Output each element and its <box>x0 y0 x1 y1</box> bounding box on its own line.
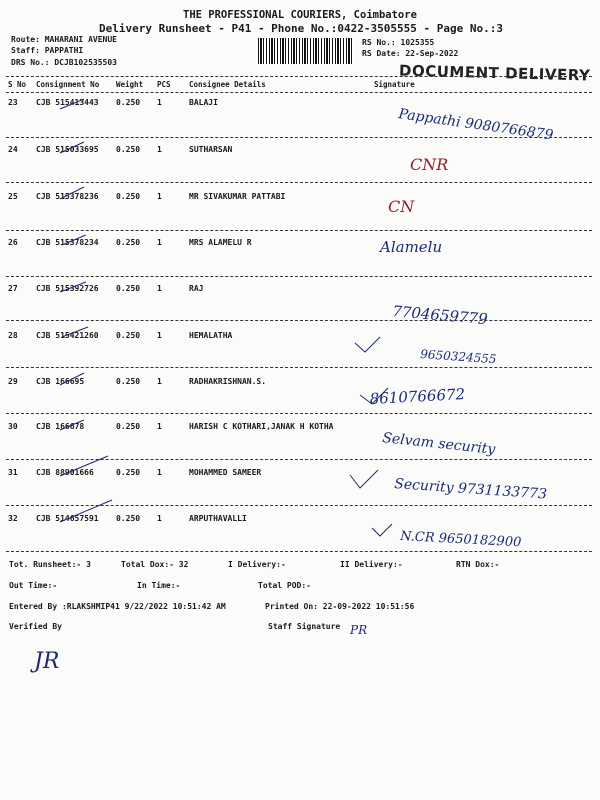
divider <box>6 92 592 93</box>
row-consignment: CJB 515413443 <box>36 98 99 107</box>
table-row <box>6 422 592 468</box>
row-consignee: MOHAMMED SAMEER <box>189 468 262 477</box>
row-weight: 0.250 <box>116 422 141 431</box>
divider <box>6 505 592 506</box>
table-row <box>6 284 592 330</box>
sig-row-24: CNR <box>410 155 449 174</box>
staff-label: Staff: PAPPATHI <box>11 46 84 55</box>
row-pcs: 1 <box>157 468 162 477</box>
sig-row-32: N.CR 9650182900 <box>399 529 522 551</box>
table-row <box>6 514 592 560</box>
table-header <box>6 80 592 92</box>
rtn-dox: RTN Dox:- <box>456 560 500 569</box>
col-consignee: Consignee Details <box>189 80 266 89</box>
row-consignee: HEMALATHA <box>189 331 233 340</box>
document-delivery-stamp: DOCUMENT DELIVERY <box>398 61 591 85</box>
sig-row-29: 8610766672 <box>369 385 466 408</box>
row-consignee: MRS ALAMELU R <box>189 238 252 247</box>
row-weight: 0.250 <box>116 468 141 477</box>
row-pcs: 1 <box>157 377 162 386</box>
sig-row-27: 7704659779 <box>391 302 489 329</box>
divider <box>6 182 592 183</box>
row-consignee: ARPUTHAVALLI <box>189 514 247 523</box>
sig-row-25: CN <box>388 197 415 216</box>
sig-row-26: Alamelu <box>380 238 443 256</box>
row-pcs: 1 <box>157 514 162 523</box>
rs-number: RS No.: 1025355 <box>362 38 435 47</box>
row-consignee: RAJ <box>189 284 204 293</box>
row-weight: 0.250 <box>116 331 141 340</box>
row-sno: 27 <box>8 284 18 293</box>
i-delivery: I Delivery:- <box>228 560 286 569</box>
col-consignment: Consignment No <box>36 80 100 89</box>
col-signature: Signature <box>374 80 415 89</box>
verified-by: Verified By <box>9 622 62 631</box>
col-weight: Weight <box>116 80 144 89</box>
row-pcs: 1 <box>157 422 162 431</box>
row-weight: 0.250 <box>116 377 141 386</box>
table-row <box>6 377 592 423</box>
sig-row-31: Security 9731133773 <box>393 476 548 503</box>
row-pcs: 1 <box>157 98 162 107</box>
table-row <box>6 145 592 191</box>
divider <box>6 276 592 277</box>
row-consignment: CJB 166678 <box>36 422 85 431</box>
divider <box>6 230 592 231</box>
runsheet-subtitle: Delivery Runsheet - P41 - Phone No.:0422-3505555 - Page No.:3 <box>99 22 503 35</box>
row-consignment: CJB 166695 <box>36 377 85 386</box>
row-consignment: CJB 88901666 <box>36 468 94 477</box>
row-pcs: 1 <box>157 331 162 340</box>
company-title: THE PROFESSIONAL COURIERS, Coimbatore <box>183 9 417 21</box>
drs-number: DRS No.: DCJB102535503 <box>11 58 117 67</box>
divider <box>6 551 592 552</box>
row-weight: 0.250 <box>116 98 141 107</box>
row-weight: 0.250 <box>116 238 141 247</box>
row-consignee: BALAJI <box>189 98 218 107</box>
row-pcs: 1 <box>157 238 162 247</box>
row-consignment: CJB 515421260 <box>36 331 99 340</box>
row-sno: 25 <box>8 192 18 201</box>
row-pcs: 1 <box>157 192 162 201</box>
table-row <box>6 238 592 284</box>
divider <box>6 76 592 77</box>
row-sno: 29 <box>8 377 18 386</box>
route-label: Route: MAHARANI AVENUE <box>11 35 117 44</box>
row-consignment: CJB 515378236 <box>36 192 99 201</box>
row-sno: 28 <box>8 331 18 340</box>
entered-by: Entered By :RLAKSHMIP41 9/22/2022 10:51:42 AM <box>9 602 226 611</box>
verifier-initials: JR <box>34 649 60 674</box>
row-weight: 0.250 <box>116 514 141 523</box>
staff-signature-label: Staff Signature <box>268 622 341 631</box>
row-consignment: CJB 514657591 <box>36 514 99 523</box>
row-weight: 0.250 <box>116 192 141 201</box>
printed-on: Printed On: 22-09-2022 10:51:56 <box>265 602 415 611</box>
row-pcs: 1 <box>157 284 162 293</box>
divider <box>6 320 592 321</box>
row-sno: 30 <box>8 422 18 431</box>
row-sno: 24 <box>8 145 18 154</box>
row-sno: 23 <box>8 98 18 107</box>
rs-date: RS Date: 22-Sep-2022 <box>362 49 459 58</box>
divider <box>6 137 592 138</box>
sig-row-30: Selvam security <box>381 430 497 458</box>
row-consignee: SUTHARSAN <box>189 145 233 154</box>
sig-row-28: 9650324555 <box>419 347 497 367</box>
table-row <box>6 468 592 514</box>
row-sno: 32 <box>8 514 18 523</box>
table-row <box>6 192 592 238</box>
staff-initials: PR <box>350 623 368 637</box>
row-consignee: HARISH C KOTHARI,JANAK H KOTHA <box>189 422 334 431</box>
row-consignment: CJB 515033695 <box>36 145 99 154</box>
row-pcs: 1 <box>157 145 162 154</box>
barcode <box>258 38 354 64</box>
table-row <box>6 331 592 377</box>
divider <box>6 413 592 414</box>
row-consignee: RADHAKRISHNAN.S. <box>189 377 267 386</box>
row-weight: 0.250 <box>116 284 141 293</box>
row-sno: 26 <box>8 238 18 247</box>
ii-delivery: II Delivery:- <box>340 560 403 569</box>
row-consignee: MR SIVAKUMAR PATTABI <box>189 192 286 201</box>
tot-runsheet: Tot. Runsheet:- 3 <box>9 560 91 569</box>
row-sno: 31 <box>8 468 18 477</box>
out-time: Out Time:- <box>9 581 58 590</box>
row-consignment: CJB 515378234 <box>36 238 99 247</box>
divider <box>6 459 592 460</box>
row-consignment: CJB 515392726 <box>36 284 99 293</box>
in-time: In Time:- <box>137 581 181 590</box>
sig-row-23: Pappathi 9080766879 <box>397 106 555 144</box>
col-sno: S No <box>8 80 27 89</box>
total-pod: Total POD:- <box>258 581 311 590</box>
total-dox: Total Dox:- 32 <box>121 560 189 569</box>
col-pcs: PCS <box>157 80 171 89</box>
row-weight: 0.250 <box>116 145 141 154</box>
divider <box>6 367 592 368</box>
